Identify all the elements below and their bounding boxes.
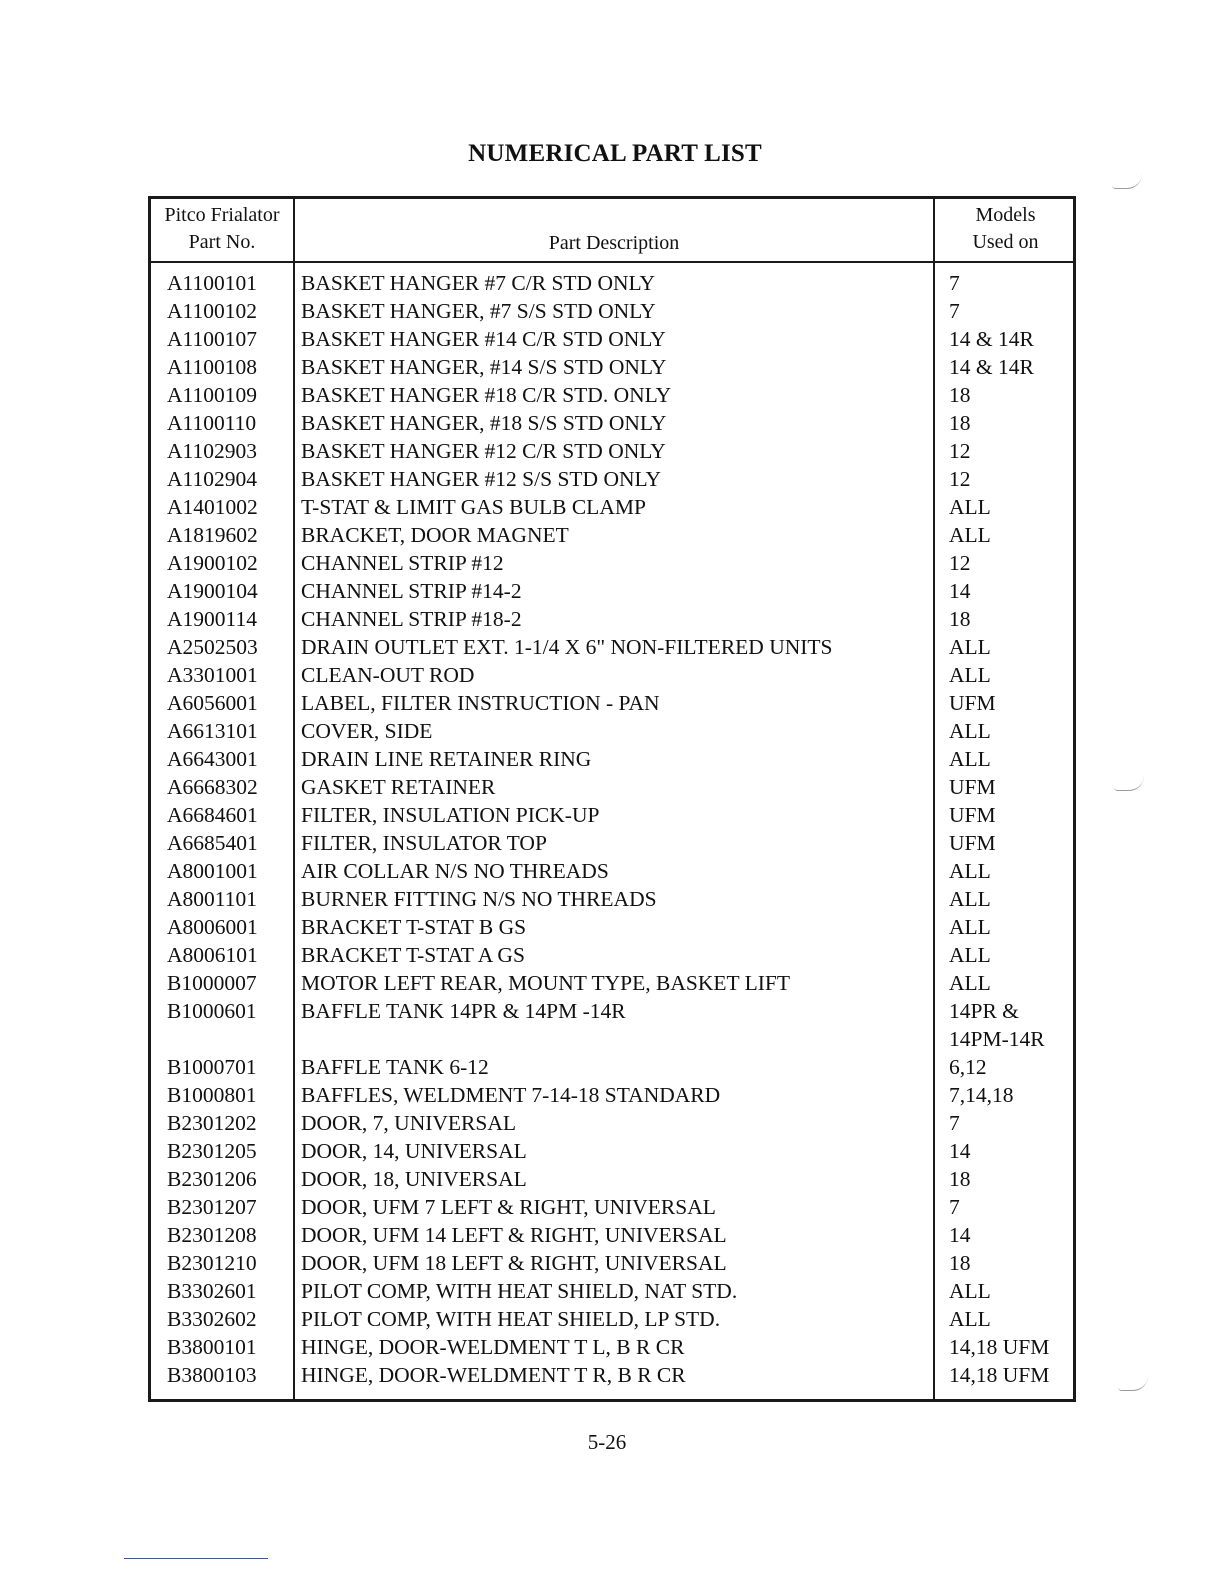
models-used-on-cell: 14PR & 14PM-14R: [949, 999, 1045, 1051]
part-number-cell: A1102904: [167, 467, 257, 491]
part-description-cell: BASKET HANGER #14 C/R STD ONLY: [301, 327, 666, 351]
part-number-cell: B1000601: [167, 999, 257, 1023]
page-title: NUMERICAL PART LIST: [468, 140, 762, 167]
part-number-cell: B1000007: [167, 971, 257, 995]
table-row: [151, 801, 1073, 829]
part-description-cell: T-STAT & LIMIT GAS BULB CLAMP: [301, 495, 646, 519]
models-used-on-cell: ALL: [949, 747, 991, 771]
models-used-on-cell: 12: [949, 439, 971, 463]
part-description-cell: BASKET HANGER #12 C/R STD ONLY: [301, 439, 666, 463]
part-number-cell: B3800103: [167, 1363, 257, 1387]
part-number-cell: A1900102: [167, 551, 258, 575]
part-number-cell: A1100110: [167, 411, 257, 435]
table-row: [151, 437, 1073, 465]
models-used-on-cell: 14: [949, 579, 971, 603]
part-description-cell: HINGE, DOOR-WELDMENT T R, B R CR: [301, 1363, 686, 1387]
part-number-cell: A3301001: [167, 663, 258, 687]
part-number-cell: B3302602: [167, 1307, 257, 1331]
header-divider: [151, 261, 1073, 263]
table-row: [151, 577, 1073, 605]
models-used-on-cell: ALL: [949, 495, 991, 519]
part-number-cell: A1100109: [167, 383, 257, 407]
part-number-cell: A6684601: [167, 803, 258, 827]
part-number-cell: A1401002: [167, 495, 258, 519]
part-description-cell: BAFFLES, WELDMENT 7-14-18 STANDARD: [301, 1083, 721, 1107]
table-row: [151, 465, 1073, 493]
part-description-cell: BASKET HANGER #7 C/R STD ONLY: [301, 271, 656, 295]
part-description-cell: CLEAN-OUT ROD: [301, 663, 475, 687]
part-description-cell: BASKET HANGER, #14 S/S STD ONLY: [301, 355, 667, 379]
models-used-on-cell: ALL: [949, 1279, 991, 1303]
part-number-cell: A1100108: [167, 355, 257, 379]
models-used-on-cell: 18: [949, 607, 971, 631]
table-row: [151, 969, 1073, 997]
parts-table: [148, 196, 1076, 1402]
models-used-on-cell: 18: [949, 1251, 971, 1275]
part-description-cell: BASKET HANGER, #18 S/S STD ONLY: [301, 411, 667, 435]
models-used-on-cell: 12: [949, 551, 971, 575]
part-number-cell: A1900104: [167, 579, 258, 603]
models-used-on-cell: 18: [949, 383, 971, 407]
table-row: [151, 661, 1073, 689]
part-description-cell: DRAIN OUTLET EXT. 1-1/4 X 6" NON-FILTERED UNITS: [301, 635, 833, 659]
part-number-cell: B1000801: [167, 1083, 257, 1107]
part-description-cell: BAFFLE TANK 6-12: [301, 1055, 489, 1079]
models-used-on-cell: ALL: [949, 663, 991, 687]
part-number-cell: B2301210: [167, 1251, 257, 1275]
scan-artifact: [1114, 776, 1144, 791]
part-description-cell: AIR COLLAR N/S NO THREADS: [301, 859, 609, 883]
part-description-cell: PILOT COMP, WITH HEAT SHIELD, LP STD.: [301, 1307, 721, 1331]
table-row: [151, 997, 1073, 1053]
models-used-on-cell: UFM: [949, 775, 996, 799]
table-row: [151, 325, 1073, 353]
part-description-cell: BASKET HANGER #18 C/R STD. ONLY: [301, 383, 672, 407]
scan-artifact: [1112, 174, 1142, 189]
part-description-cell: FILTER, INSULATION PICK-UP: [301, 803, 600, 827]
models-used-on-cell: 7,14,18: [949, 1083, 1014, 1107]
models-used-on-cell: ALL: [949, 971, 991, 995]
table-row: [151, 829, 1073, 857]
part-description-cell: DOOR, 7, UNIVERSAL: [301, 1111, 516, 1135]
models-used-on-cell: 14 & 14R: [949, 327, 1034, 351]
part-description-cell: DOOR, 18, UNIVERSAL: [301, 1167, 527, 1191]
part-number-cell: A8001101: [167, 887, 257, 911]
table-row: [151, 1361, 1073, 1389]
models-used-on-cell: 14,18 UFM: [949, 1335, 1050, 1359]
part-description-cell: PILOT COMP, WITH HEAT SHIELD, NAT STD.: [301, 1279, 738, 1303]
models-used-on-cell: 7: [949, 299, 960, 323]
part-description-cell: DOOR, UFM 14 LEFT & RIGHT, UNIVERSAL: [301, 1223, 727, 1247]
part-number-cell: A1100107: [167, 327, 257, 351]
part-number-cell: A8001001: [167, 859, 258, 883]
table-row: [151, 297, 1073, 325]
table-row: [151, 633, 1073, 661]
table-row: [151, 269, 1073, 297]
header-models: [935, 199, 1076, 261]
part-description-cell: CHANNEL STRIP #12: [301, 551, 504, 575]
page-number: 5-26: [587, 1430, 627, 1454]
models-used-on-cell: ALL: [949, 915, 991, 939]
models-used-on-cell: 7: [949, 1195, 960, 1219]
models-used-on-cell: 14 & 14R: [949, 355, 1034, 379]
header-description-label: Part Description: [548, 232, 680, 254]
table-row: [151, 1193, 1073, 1221]
part-number-cell: A1819602: [167, 523, 258, 547]
header-part-number: [151, 199, 293, 261]
models-used-on-cell: ALL: [949, 1307, 991, 1331]
models-used-on-cell: 18: [949, 1167, 971, 1191]
models-used-on-cell: ALL: [949, 719, 991, 743]
part-description-cell: CHANNEL STRIP #18-2: [301, 607, 522, 631]
part-description-cell: CHANNEL STRIP #14-2: [301, 579, 522, 603]
table-row: [151, 857, 1073, 885]
part-description-cell: DOOR, UFM 7 LEFT & RIGHT, UNIVERSAL: [301, 1195, 716, 1219]
part-number-cell: A6685401: [167, 831, 258, 855]
part-description-cell: HINGE, DOOR-WELDMENT T L, B R CR: [301, 1335, 685, 1359]
part-description-cell: DRAIN LINE RETAINER RING: [301, 747, 592, 771]
part-number-cell: A2502503: [167, 635, 258, 659]
part-number-cell: A1100102: [167, 299, 257, 323]
part-description-cell: MOTOR LEFT REAR, MOUNT TYPE, BASKET LIFT: [301, 971, 790, 995]
models-used-on-cell: 14: [949, 1139, 971, 1163]
models-used-on-cell: ALL: [949, 635, 991, 659]
table-row: [151, 353, 1073, 381]
models-used-on-cell: 18: [949, 411, 971, 435]
part-description-cell: FILTER, INSULATOR TOP: [301, 831, 547, 855]
part-description-cell: LABEL, FILTER INSTRUCTION - PAN: [301, 691, 660, 715]
part-number-cell: B2301207: [167, 1195, 257, 1219]
table-row: [151, 1277, 1073, 1305]
scan-artifact: [1118, 1376, 1148, 1391]
part-number-cell: A1900114: [167, 607, 257, 631]
header-part-line1: Pitco Frialator: [164, 204, 280, 226]
models-used-on-cell: 14,18 UFM: [949, 1363, 1050, 1387]
table-row: [151, 549, 1073, 577]
models-used-on-cell: ALL: [949, 887, 991, 911]
part-description-cell: BURNER FITTING N/S NO THREADS: [301, 887, 657, 911]
part-number-cell: A6056001: [167, 691, 258, 715]
part-description-cell: COVER, SIDE: [301, 719, 433, 743]
models-used-on-cell: UFM: [949, 803, 996, 827]
table-row: [151, 381, 1073, 409]
models-used-on-cell: 12: [949, 467, 971, 491]
part-description-cell: BRACKET T-STAT A GS: [301, 943, 525, 967]
models-used-on-cell: ALL: [949, 943, 991, 967]
table-row: [151, 409, 1073, 437]
table-row: [151, 1305, 1073, 1333]
part-number-cell: B2301206: [167, 1167, 257, 1191]
part-description-cell: BASKET HANGER #12 S/S STD ONLY: [301, 467, 661, 491]
table-row: [151, 689, 1073, 717]
table-row: [151, 885, 1073, 913]
part-description-cell: BAFFLE TANK 14PR & 14PM -14R: [301, 999, 626, 1023]
part-description-cell: BRACKET T-STAT B GS: [301, 915, 527, 939]
part-number-cell: A6613101: [167, 719, 258, 743]
table-row: [151, 773, 1073, 801]
table-row: [151, 1053, 1073, 1081]
part-number-cell: B2301205: [167, 1139, 257, 1163]
part-number-cell: A8006101: [167, 943, 258, 967]
models-used-on-cell: UFM: [949, 691, 996, 715]
models-used-on-cell: UFM: [949, 831, 996, 855]
table-row: [151, 605, 1073, 633]
table-row: [151, 941, 1073, 969]
part-number-cell: B3302601: [167, 1279, 257, 1303]
part-number-cell: A6643001: [167, 747, 258, 771]
models-used-on-cell: 14: [949, 1223, 971, 1247]
part-number-cell: B2301202: [167, 1111, 257, 1135]
models-used-on-cell: 6,12: [949, 1055, 987, 1079]
part-number-cell: B2301208: [167, 1223, 257, 1247]
header-models-line2: Used on: [972, 231, 1039, 253]
part-number-cell: A1102903: [167, 439, 257, 463]
part-number-cell: A6668302: [167, 775, 258, 799]
part-description-cell: BASKET HANGER, #7 S/S STD ONLY: [301, 299, 656, 323]
part-description-cell: GASKET RETAINER: [301, 775, 496, 799]
table-row: [151, 1137, 1073, 1165]
table-row: [151, 1249, 1073, 1277]
part-number-cell: A8006001: [167, 915, 258, 939]
models-used-on-cell: ALL: [949, 523, 991, 547]
models-used-on-cell: ALL: [949, 859, 991, 883]
footer-rule: [124, 1558, 268, 1559]
table-row: [151, 1109, 1073, 1137]
header-models-line1: Models: [975, 204, 1036, 226]
table-row: [151, 1221, 1073, 1249]
table-row: [151, 717, 1073, 745]
header-description: [295, 199, 933, 261]
part-number-cell: B1000701: [167, 1055, 257, 1079]
part-number-cell: A1100101: [167, 271, 257, 295]
part-number-cell: B3800101: [167, 1335, 257, 1359]
table-row: [151, 1333, 1073, 1361]
table-row: [151, 521, 1073, 549]
table-body: [151, 269, 1073, 1389]
part-description-cell: DOOR, UFM 18 LEFT & RIGHT, UNIVERSAL: [301, 1251, 727, 1275]
table-row: [151, 1165, 1073, 1193]
part-description-cell: BRACKET, DOOR MAGNET: [301, 523, 569, 547]
table-row: [151, 1081, 1073, 1109]
table-row: [151, 745, 1073, 773]
table-row: [151, 913, 1073, 941]
header-part-line2: Part No.: [188, 231, 256, 253]
table-row: [151, 493, 1073, 521]
models-used-on-cell: 7: [949, 1111, 960, 1135]
models-used-on-cell: 7: [949, 271, 960, 295]
part-description-cell: DOOR, 14, UNIVERSAL: [301, 1139, 527, 1163]
